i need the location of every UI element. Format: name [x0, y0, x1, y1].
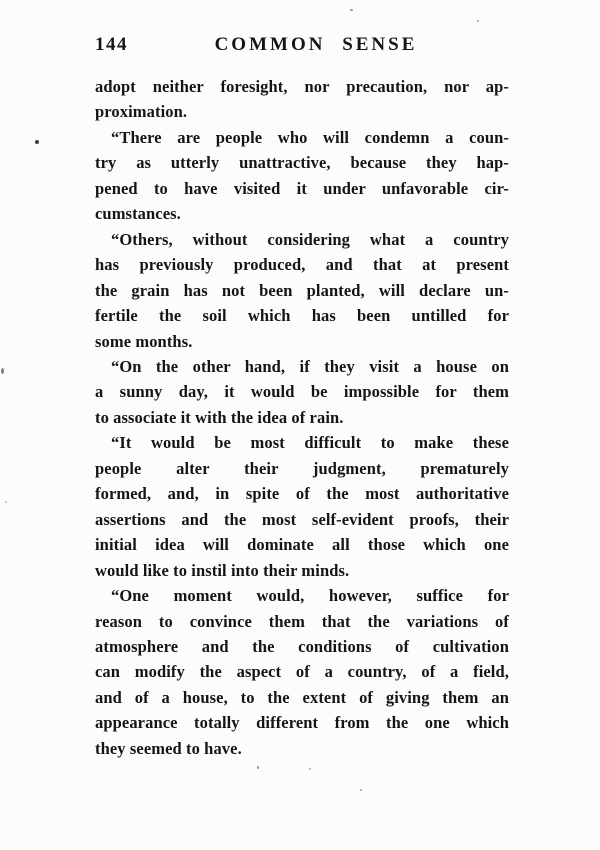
text-line: formed, and, in spite of the most authoritative	[95, 484, 509, 504]
scan-speck	[1, 368, 4, 374]
paragraph	[95, 583, 509, 761]
text-line: assertions and the most self-evident proofs, their	[95, 509, 509, 529]
text-line: try as utterly unattractive, because they hap-	[95, 153, 509, 173]
text-line: atmosphere and the conditions of cultivation	[95, 636, 509, 656]
text-line: some months.	[95, 331, 193, 351]
text-line: cumstances.	[95, 204, 181, 224]
text-line: they seemed to have.	[95, 738, 242, 758]
page-header	[95, 34, 509, 60]
paragraph	[95, 125, 509, 227]
paragraph	[95, 74, 509, 125]
text-line: reason to convince them that the variations of	[95, 611, 509, 631]
page-body	[95, 74, 509, 761]
scan-speck	[257, 766, 259, 769]
text-line: “There are people who will condemn a coun-	[111, 127, 509, 147]
scan-speck	[350, 9, 353, 11]
text-line: has previously produced, and that at present	[95, 255, 509, 275]
text-line: fertile the soil which has been untilled for	[95, 306, 509, 326]
scan-speck	[309, 768, 311, 770]
text-line: adopt neither foresight, nor precaution, nor ap-	[95, 77, 509, 96]
text-line: a sunny day, it would be impossible for them	[95, 382, 509, 402]
text-line: pened to have visited it under unfavorable cir-	[95, 178, 509, 198]
text-line: “It would be most difficult to make these	[111, 433, 509, 453]
page-title: COMMON SENSE	[214, 34, 418, 55]
page-number: 144	[95, 34, 128, 55]
paragraph	[95, 430, 509, 583]
paragraph	[95, 354, 509, 430]
text-line: can modify the aspect of a country, of a field,	[95, 662, 509, 682]
text-line: “On the other hand, if they visit a house on	[111, 356, 509, 376]
text-line: proximation.	[95, 102, 188, 122]
scan-speck	[360, 789, 362, 791]
text-line: “Others, without considering what a country	[111, 229, 509, 249]
text-line: initial idea will dominate all those which one	[95, 535, 509, 555]
scan-speck	[35, 140, 39, 144]
paragraph	[95, 227, 509, 354]
text-line: “One moment would, however, suffice for	[111, 586, 509, 606]
text-line: people alter their judgment, prematurely	[95, 458, 509, 478]
text-line: would like to instil into their minds.	[95, 560, 350, 580]
text-line: the grain has not been planted, will declare un-	[95, 280, 509, 300]
scan-speck	[477, 20, 479, 22]
text-line: to associate it with the idea of rain.	[95, 407, 344, 427]
text-line: appearance totally different from the one which	[95, 713, 509, 733]
scan-speck	[5, 501, 7, 503]
text-line: and of a house, to the extent of giving them an	[95, 687, 509, 707]
